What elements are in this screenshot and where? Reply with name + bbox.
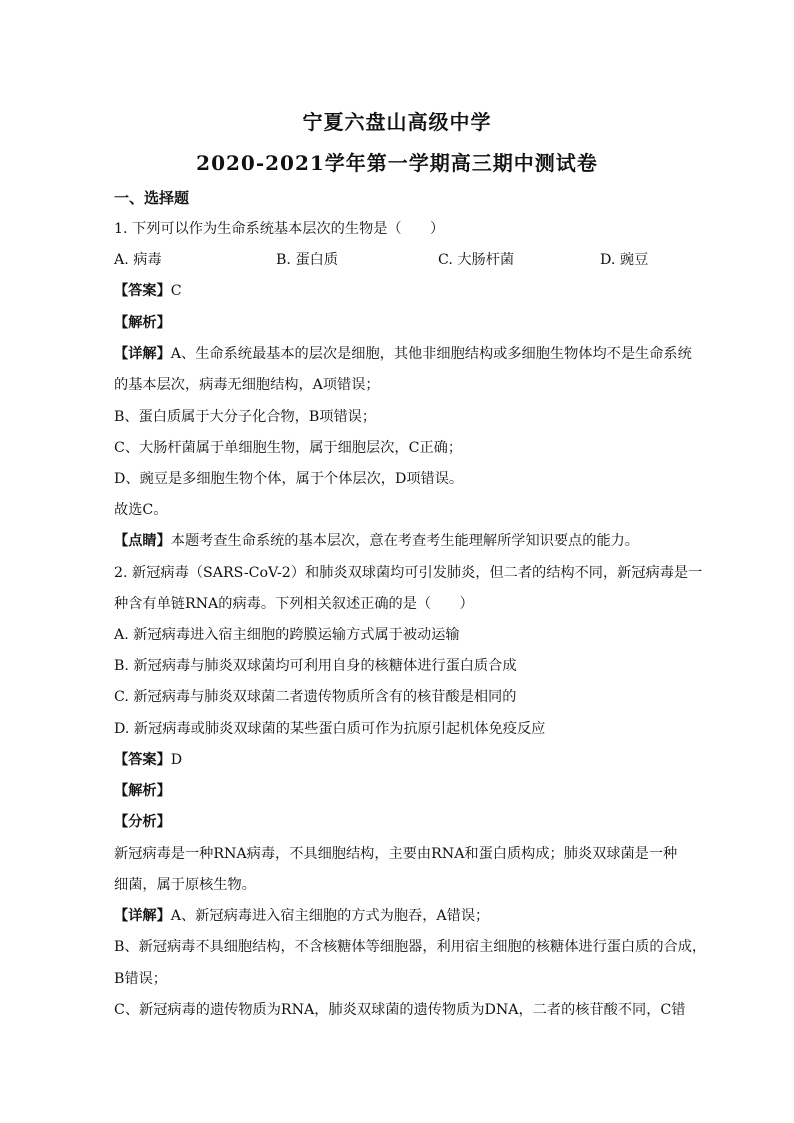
- q2-fenxi-tag: 【分析】: [114, 814, 171, 830]
- q1-option-c: C. 大肠杆菌: [438, 252, 515, 268]
- q1-detail-line: C、大肠杆菌属于单细胞生物，属于细胞层次，C正确；: [114, 440, 463, 456]
- answer-value: C: [170, 283, 182, 299]
- exam-title: 2020-2021学年第一学期高三期中测试卷: [196, 151, 598, 175]
- q2-option-a: A. 新冠病毒进入宿主细胞的跨膜运输方式属于被动运输: [114, 627, 460, 643]
- q1-answer: [114, 280, 182, 300]
- comment-text: 本题考查生命系统的基本层次，意在考查考生能理解所学知识要点的能力。: [170, 533, 639, 549]
- q2-analysis-tag: 【解析】: [114, 783, 171, 799]
- answer-value: D: [170, 752, 183, 768]
- q2-fenxi-line: 细菌，属于原核生物。: [114, 877, 256, 893]
- q1-detail-line: 的基本层次，病毒无细胞结构，A项错误；: [114, 377, 380, 393]
- q2-detail-line: C、新冠病毒的遗传物质为RNA，肺炎双球菌的遗传物质为DNA，二者的核苷酸不同，C错: [114, 1002, 686, 1018]
- q1-detail-line: B、蛋白质属于大分子化合物，B项错误；: [114, 409, 377, 425]
- q1-detail-line: D、豌豆是多细胞生物个体，属于个体层次，D项错误。: [114, 471, 464, 487]
- q2-stem-line: 2. 新冠病毒（SARS-CoV-2）和肺炎双球菌均可引发肺炎，但二者的结构不同，新冠病毒是一: [114, 565, 703, 581]
- q2-detail-line: B、新冠病毒不具细胞结构，不含核糖体等细胞器，利用宿主细胞的核糖体进行蛋白质的合成，: [114, 939, 707, 955]
- q1-detail-line: [114, 343, 692, 363]
- q2-detail-line: B错误；: [114, 971, 167, 987]
- q2-option-c: C. 新冠病毒与肺炎双球菌二者遗传物质所含有的核苷酸是相同的: [114, 689, 517, 705]
- q1-option-a: A. 病毒: [114, 252, 162, 268]
- answer-tag: 【答案】: [114, 283, 171, 299]
- q2-answer: [114, 749, 182, 769]
- detail-text: A、生命系统最基本的层次是细胞，其他非细胞结构或多细胞生物体均不是生命系统: [170, 346, 692, 362]
- answer-tag: 【答案】: [114, 752, 171, 768]
- q1-comment: [114, 530, 639, 550]
- q1-conclusion: 故选C。: [114, 502, 168, 518]
- school-title: 宁夏六盘山高级中学: [302, 110, 492, 134]
- detail-tag: 【详解】: [114, 346, 171, 362]
- q2-option-b: B. 新冠病毒与肺炎双球菌均可利用自身的核糖体进行蛋白质合成: [114, 658, 517, 674]
- q1-analysis-tag: 【解析】: [114, 315, 171, 331]
- q2-detail-line: [114, 905, 489, 925]
- section-title: 一、选择题: [114, 189, 190, 207]
- q1-option-d: D. 豌豆: [600, 252, 649, 268]
- q1-stem: 1. 下列可以作为生命系统基本层次的生物是（ ）: [114, 221, 445, 237]
- detail-text: A、新冠病毒进入宿主细胞的方式为胞吞，A错误；: [170, 908, 490, 924]
- q2-option-d: D. 新冠病毒或肺炎双球菌的某些蛋白质可作为抗原引起机体免疫反应: [114, 721, 546, 737]
- comment-tag: 【点睛】: [114, 533, 171, 549]
- q2-fenxi-line: 新冠病毒是一种RNA病毒，不具细胞结构，主要由RNA和蛋白质构成；肺炎双球菌是一种: [114, 846, 678, 862]
- detail-tag: 【详解】: [114, 908, 171, 924]
- q1-option-b: B. 蛋白质: [276, 252, 339, 268]
- q2-stem-line: 种含有单链RNA的病毒。下列相关叙述正确的是（ ）: [114, 596, 474, 612]
